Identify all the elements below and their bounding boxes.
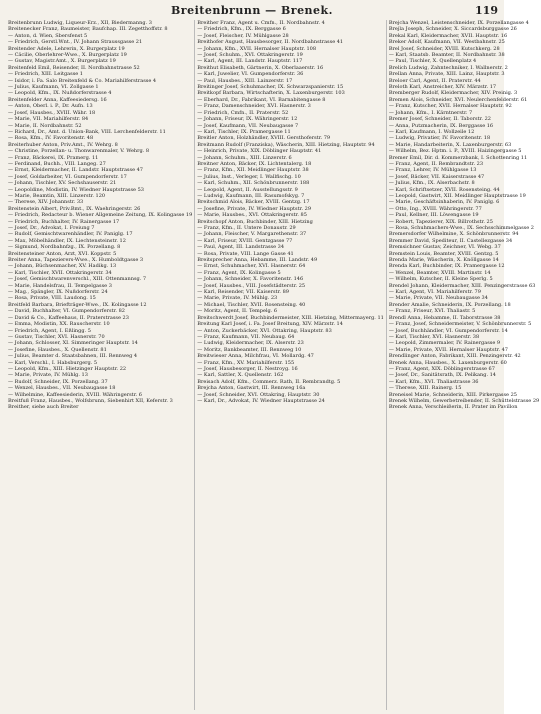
directory-entry: — Friedrich, Kfm., IX. Berggasse 6: [197, 26, 286, 33]
page-title: Breitenbrunn — Brenek.: [170, 4, 334, 17]
directory-entry: Breitender Adele, Lehrerin, X. Burgerplatz 19: [8, 45, 125, 52]
directory-entry: — Josef, Hausbes., XVIII. Währ. 18: [8, 109, 96, 116]
directory-entry: Bremer Emil, Dir. d. Kommerzbank, I. Schottenring 11: [388, 154, 528, 161]
directory-entry: — Anton, Oberl. i. P., Dr. Aufn. 13: [8, 103, 93, 110]
directory-entry: Breisach Adolf, Kfm., Commerz. Rath, II. Rembrandtg. 5: [197, 378, 341, 385]
directory-entry: — Marie, Beamtin, XIII. Linzerstr. 120: [8, 192, 106, 199]
directory-entry: — Josef, Dr., Sanitätsrath, IX. Pelikang. 14: [388, 372, 496, 379]
directory-entry: Breitschmid Alois, Bäcker, XVIII. Gentzg. 17: [197, 199, 310, 206]
directory-entry: — Josef, Fleischer, IV. Mühlgasse 28: [197, 32, 289, 39]
directory-entry: — Karl, Juwelier, VI. Gumpendorferstr. 36: [197, 71, 304, 78]
directory-entry: — Franz, Kfm., XII. Meidlinger Hauptstr. 38: [197, 167, 309, 174]
directory-entry: — Johann, Schuhm., XIII. Linzerstr. 6: [197, 154, 292, 161]
directory-entry: — Johann, Büchsenmacher, XV. Hadikg. 13: [8, 263, 117, 270]
directory-entry: — Friedrich, Agent, I. Eßlingg. 5: [8, 327, 91, 334]
directory-entry: — Otto, Ing., XVIII. Währingerstr. 77: [388, 205, 482, 212]
directory-entry: — Gustav, Magistr.Amt., X. Burgerplatz 19: [8, 58, 116, 65]
directory-entry: — Marie, Private, VII. Neubaugasse 34: [388, 295, 488, 302]
directory-entry: — Josef, Hausbes., VIII. Josefstädterstr. 25: [197, 282, 306, 289]
directory-entry: — Marie, Handarbeiterin, X. Laxenburgerstr. 63: [388, 141, 512, 148]
directory-entry: — Johann, Tischler, XV. Sechshauserstr. 21: [8, 180, 117, 187]
directory-entry: Breitenstein Albert, Priv.Bmt., IX. Waehringerstr. 26: [8, 205, 141, 212]
column-1: [6, 20, 194, 710]
directory-entry: — Karl, Tischler, XVII. Ottakringerstr. 34: [8, 269, 112, 276]
directory-entry: Breitfeld Barbara, Briefträger-Wwe., IX. Kolingasse 12: [8, 301, 147, 308]
directory-entry: Brendlinger Anton, Fabrikant, XIII. Penzingerstr. 42: [388, 353, 521, 360]
directory-entry: Breneisel Marie, Schneiderin, XIII. Pirkergasse 25: [388, 391, 517, 398]
directory-entry: — Julius, Kfm., IX. Alserbachstr. 8: [388, 180, 475, 187]
directory-entry: — Josef, Schneider, XVI. Ottakring, Hauptstr. 30: [197, 391, 320, 398]
directory-entry: — Karl, Kaufmann, I. Wollzeile 12: [388, 128, 475, 135]
directory-entry: — Franz, Kfm., II. Untere Donaustr. 29: [197, 225, 296, 231]
page-header: [6, 4, 498, 18]
directory-entry: — Paul, Tischler, X. Quellenplatz 4: [388, 58, 477, 65]
directory-entry: — Rosa, Kfm., IV. Favoritenstr. 48: [8, 135, 94, 142]
directory-entry: — Michael, Tischler, XVII. Rosensteing. 40: [197, 301, 306, 308]
directory-entry: — Johann, Kfm., I. Kärntnerstr. 7: [388, 109, 473, 116]
directory-entry: Bremberger Rudolf, Kleidermacher, XIV. Preinig. 3: [388, 90, 518, 97]
directory-entry: — Ludwig, Kleidermacher, IX. Alserstr. 23: [197, 340, 304, 347]
directory-entry: — Karl, Sattler, X. Quellenstr. 162: [197, 372, 284, 379]
directory-entry: — Josef, Dr., Advokat, I. Freiung 7: [8, 225, 95, 231]
directory-entry: — Rudolf, Gemischtwarenhändler, IV. Paniglg. 17: [8, 231, 133, 238]
directory-entry: — Josef, Bäcker, VII. Kaiserstrasse 47: [388, 173, 485, 180]
directory-entry: Breither, siehe auch Breiter: [8, 404, 79, 411]
directory-entry: — Wilhelm, Bez. Hptm. i. P., XVIII. Haizingergasse 5: [388, 148, 522, 155]
page-number: 119: [475, 4, 498, 17]
directory-entry: — Paul, Kellner, III. Löwengasse 19: [388, 212, 479, 219]
directory-entry: — Johann, Schlosser, XI. Simmeringer Hauptstr. 14: [8, 340, 138, 347]
directory-entry: — Marie, Private, IV. Mühlg. 23: [197, 295, 278, 302]
column-2: [194, 20, 386, 710]
directory-entry: — Cäcilie, Oberlehrer-Wwe., X. Burgerplatz 19: [8, 52, 127, 59]
directory-entry: — Friedrich, Redacteur b. Wiener Allgemeine Zeitung, IX. Kolingasse 19: [8, 212, 193, 219]
directory-entry: Brejcha Wenzel, Leistenschneider, IX. Porzellangasse 4: [388, 20, 529, 26]
directory-entry: — Emma, Modistin, XX. Rauscherstr. 10: [8, 321, 110, 328]
directory-entry: — Rosa, Private, VIII. Laudong. 15: [8, 295, 96, 302]
directory-entry: — Franz, Kfm., XV. Mariahilferstr. 155: [197, 359, 295, 366]
directory-entry: — Gustav, Tischler, XVI. Hasnerstr. 70: [8, 333, 105, 340]
directory-entry: Breitensteiner Anton, Arzt, XVI. Koppstr. 5: [8, 250, 117, 257]
directory-entry: Breitschopf Anton, Buchbinder, XIII. Hietzing: [197, 218, 313, 225]
directory-entry: — Johann, Friseur, IX. Währingerstr. 12: [197, 116, 298, 123]
directory-entry: Breloer Carl, Agent, II. Praterstr. 44: [388, 77, 481, 84]
directory-entry: — Friedrich, Gerstl.Wnt., IV. Johann Straussgasse 21: [8, 39, 143, 46]
directory-entry: — Johann, Schneider, X. Favoritenstr. 146: [197, 276, 304, 283]
directory-entry: — Karl, Agent, III. Landstr. Hauptstr. 117: [197, 58, 303, 65]
directory-entry: Brellan Anna, Private, XIII. Lainz, Hauptstr. 3: [388, 71, 505, 78]
directory-entry: — Karl, Verschl., I. Habsburgerg. 5: [8, 359, 98, 366]
directory-entry: — Wilhelm, Kutscher, II. Kleine Sperlg. 5: [388, 276, 493, 283]
directory-entry: — Rosa, Private, VIII. Lange Gasse 41: [197, 250, 294, 257]
directory-entry: Breitner Anton, Bäcker, IX. Lichtentalerg. 18: [197, 160, 312, 167]
directory-entry: — Karl, Staatsb. Beamter, II. Nordbahnstr. 38: [388, 52, 505, 59]
directory-entry: Bremer Josef, Schneider, II. Taborstr. 22: [388, 116, 491, 123]
directory-entry: — Ernst, Schuhmacher, XVI. Hasnerstr. 64: [197, 263, 306, 270]
column-3: [386, 20, 541, 710]
directory-entry: — Christine, Porzellan- u. Thonwarenmaler, V. Wehrg. 8: [8, 148, 150, 155]
directory-entry: Brendl Anna, Hebamme, II. Taborstrasse 38: [388, 314, 501, 321]
directory-entry: — Mag., Spängler, IX. Nußdorferstr. 24: [8, 289, 108, 296]
directory-entry: — Marie, Handelsfrau, II. Tempelgasse 3: [8, 282, 112, 289]
directory-entry: — Leopold, Kfm., IX. Nußdorferstrasse 4: [8, 90, 112, 97]
directory-entry: — Moritz, Bankbeamter, III. Rennweg 10: [197, 346, 302, 353]
directory-entry: — Paul, Hausbes., XIII. Lainzerstr. 17: [197, 77, 293, 84]
directory-entry: — Wenzel, Hausbes., VII. Neubaugasse 18: [8, 385, 116, 392]
directory-entry: — Wenzel, Beamter, XVIII. Martinstr. 14: [388, 269, 491, 276]
directory-entry: — Josef, Kaufmann, VII. Neubaugasse 7: [197, 122, 299, 129]
directory-entry: — Franz, Josef, Schneidermeister, V. Schönbrunnerstr. 5: [388, 321, 532, 328]
directory-entry: Breiter Anna, Tapezierers-Wwe., X. Humboldtgasse 3: [8, 257, 144, 264]
directory-entry: — Karl, Dr., Advokat, IV. Wiedner Hauptstrasse 24: [197, 397, 325, 404]
directory-entry: Breitschwerdt Josef, Buchbindermeister, XIII. Hietzing, Mittermayerg. 11: [197, 314, 384, 321]
directory-entry: Bremmer David, Spediteur, II. Castellezgasse 34: [388, 237, 513, 244]
directory-entry: Breitmann Rudolf (Franziska), Wäscherin, XIII. Hietzing, Hauptstr. 94: [197, 141, 375, 148]
directory-entry: — Josefine, Private, IV. Wiedner Hauptstr. 29: [197, 205, 312, 212]
directory-entry: Breitenfelder Anna, Kaffeesiedersg. 16: [8, 96, 107, 103]
directory-entry: — Rudolf, Schneider, IX. Porzellang. 37: [8, 378, 108, 385]
directory-entry: Breitwieser Anna, Milchfrau, VI. Mollardg. 47: [197, 353, 314, 360]
directory-entry: — Leopold, Gastwirt, XII. Meidlinger Hauptstrasse 19: [388, 192, 526, 199]
directory-entry: — Karl, Schuhm., XII. Schönbrunnerstr. 188: [197, 180, 310, 187]
directory-entry: — Max, Möbelhändler, IX. Liechtensteinstr. 12: [8, 237, 126, 244]
directory-entry: — Paul, Agent, III. Landstrasse 34: [197, 244, 284, 251]
directory-entry: Brender Amalie, Schneiderin, IX. Porzellang. 18: [388, 301, 511, 308]
directory-entry: — Leopold, Zimmermaler, IV. Rainergasse 9: [388, 340, 501, 347]
directory-entry: Brejcha Anton, Gastwirt, III. Rennweg 16a: [197, 385, 306, 392]
directory-entry: Breker Adolf, Kaufmann, VII. Westbahnstr. 25: [388, 39, 505, 46]
directory-entry: — Karl, Agent, VI. Mariahilferstr. 79: [388, 289, 481, 296]
directory-entry: — Eberhard, Dr., Fabrikant, VI. Barnabitengasse 8: [197, 96, 326, 103]
directory-entry: — Franz, Bäckerei, IX. Pramerg. 11: [8, 154, 99, 161]
directory-entry: — Therese, XIV. Johannstr. 33: [8, 199, 84, 206]
directory-entry: — Moritz, Agent, II. Tempelg. 6: [197, 308, 278, 315]
directory-entry: — Rosa, Schuhmachers-Wwe., IX. Sechsschimmelgasse 2: [388, 225, 534, 231]
directory-entry: Breitung Karl Josef, i. Fa. Josef Breitung, XIV. Märzstr. 14: [197, 321, 343, 328]
directory-entry: Brenek Wilhelm, Gewerbetreibender, II. Schüttelstrasse 29: [388, 397, 540, 404]
directory-entry: Bremstein Louis, Beamter, XVIII. Gentzg. 5: [388, 250, 499, 257]
directory-entry: Brenek Anna, Hausbes., X. Laxenburgerstr. 60: [388, 359, 507, 366]
directory-entry: Bremen Alois, Schneider, XVI. Neulerchenfelderstr. 61: [388, 96, 528, 103]
directory-entry: Bremersdorfer Wilhelmine, X. Schönbrunnerstr. 94: [388, 231, 519, 238]
directory-entry: Breitfuß Franz, Hausbes., Wolfsbrunn, Siebenhirt XII, Keferstr. 3: [8, 397, 173, 404]
directory-entry: Breithofer August, Hausbesorger, II. Nordbahnstrasse 41: [197, 39, 344, 46]
directory-entry: Breitenfeld Emil, Reisender, II. Nordbahnstrasse 52: [8, 64, 140, 71]
directory-entry: — Karl, Friseur, XVIII. Gentzgasse 77: [197, 237, 293, 244]
directory-entry: Breloth Karl, Anstreicher, XIV. Märzstr. 17: [388, 84, 497, 91]
directory-entry: — Richard, Dr., Amt. d. Union-Bank, VIII. Lerchenfelderstr. 11: [8, 128, 166, 135]
directory-entry: — Marie, Private, XVII. Hernalser Hauptstr. 47: [388, 346, 508, 353]
directory-entry: — Friedrich, Buchhalter, IV. Rainergasse 17: [8, 218, 120, 225]
directory-entry: — Josef, Buchhändler, VI. Gumpendorferstr. 14: [388, 327, 508, 334]
directory-entry: — Ludwig, Kaufmann, III. Rasumofskyg. 7: [197, 192, 305, 199]
directory-entry: — David, Buchhalter, VI. Gumpendorferstr. 82: [8, 308, 125, 315]
directory-entry: — Josef, Hausbesorger, II. Nestroyg. 16: [197, 365, 298, 372]
directory-entry: — Leopold, Agent, II. Ausstellungsstr. 9: [197, 186, 298, 193]
directory-entry: Brekal Karl, Kleidermacher, XVII. Hauptstr. 16: [388, 32, 508, 39]
directory-entry: — Robert, Tapezierer, XIX. Billrothstr. 25: [388, 218, 493, 225]
directory-entry: Breitenbrunn Ludwig, Liqueur-Erz., XII, Biedermanng. 3: [8, 20, 152, 26]
directory-entry: — Friedrich, XIII. Leitgasse 1: [8, 71, 83, 78]
directory-entry: Brelich Ludwig, Zahntechniker, I. Wallnerstr. 2: [388, 64, 508, 71]
directory-entry: — Julius, Beamter d. Staatsbahnen, III. Rennweg 4: [8, 353, 138, 360]
directory-entry: — Marie, Hausbes., XVI. Ottakringerstr. 85: [197, 212, 307, 219]
directory-entry: — Isidor, i. Fa. Salo Breitenfeld & Co. Mariahilferstrasse 4: [8, 77, 157, 84]
directory-entry: — Franz, Kaufmann, VII. Neubaug. 64: [197, 333, 295, 340]
directory-entry: — Franz, Kutscher, XVII. Hernalser Hauptstr. 92: [388, 103, 512, 110]
directory-entry: — Marie, Private, IV. Mühlg. 13: [8, 372, 88, 379]
directory-entry: — Johann, Kfm., XVII. Hernalser Hauptstr. 108: [197, 45, 317, 52]
directory-entry: — Josef, Goldarbeiter, VI. Gumpendorferstr. 17: [8, 173, 127, 180]
directory-entry: Brenek Anna, Verschleißerin, II. Prater im Pavillon: [388, 404, 518, 411]
directory-entry: Breiterhuber Anton, Priv.Amt., IV. Wehrg. 8: [8, 141, 118, 148]
directory-entry: — Karl, Reisender, VII. Kaiserstr. 89: [197, 289, 289, 296]
directory-entry: — Franz, Agent, IX. Kolingasse 5: [197, 269, 281, 276]
directory-entry: Breitenecker Franz, Baumeister, Baufchap. III. Zegetthoffstr. 8: [8, 26, 168, 33]
directory-entry: — Karl, Tischler, IX. Pramergasse 11: [197, 128, 291, 135]
directory-entry: — Josef, Gemischtwarenverschl., XIII. Ottenmannsg. 7: [8, 276, 147, 283]
directory-entry: — Anna, Putzmacherin, IX. Berggasse 16: [388, 122, 494, 129]
directory-entry: — Karl, Schriftsetzer, XVII. Rosensteing. 44: [388, 186, 500, 193]
directory-entry: — Julius, Inst., Verleger, I. Wallfischg. 10: [197, 173, 301, 180]
directory-entry: Breithut Elisabeth, Gärtnerin, X. Oberlaaerstr. 16: [197, 64, 324, 71]
directory-entry: Brejla Joseph, Schneider, X. Siccardsburggasse 26: [388, 26, 517, 33]
directory-entry: — Anton, d. Wien, Sbersfenst 5: [8, 32, 88, 39]
directory-entry: — Marie, VII. Mariahilferstr. 84: [8, 116, 89, 123]
directory-entry: — Franz, Agent, II. Rembrandtstr. 23: [388, 160, 484, 167]
directory-entry: — Leopoldine, Modistin, IV. Wiedner Hauptstrasse 53: [8, 186, 144, 193]
columns: [6, 20, 540, 710]
directory-entry: — Franz, Agent, XIX. Döblingerstrasse 67: [388, 365, 495, 372]
directory-entry: — Anton, Zuckerbäcker, XVI. Ottakring, Hauptstr. 83: [197, 327, 332, 334]
directory-entry: Brenda Marie, Wäscherin, X. Knöllgasse 14: [388, 257, 499, 264]
directory-entry: Breitinger Josef, Schuhmacher, IX. Schwarzspanierstr. 15: [197, 84, 344, 91]
directory-entry: — Marie, II. Nordbahnstr. 52: [8, 122, 82, 129]
directory-entry: Brel Josef, Schneider, XVIII. Kutschkerg. 28: [388, 45, 500, 52]
directory-entry: — Wilhelmine, Kaffeesiederin, XVIII. Währingerstr. 6: [8, 391, 142, 398]
directory-entry: — Karl, Tischler, XVI. Hasnerstr. 38: [388, 333, 480, 340]
directory-entry: — Julius, Kaufmann, VI. Zollgasse 1: [8, 84, 99, 91]
directory-entry: — Sigmund, Nordbahnfzg., IX. Porzellang. 8: [8, 244, 121, 251]
directory-entry: — David & Co., Kaffeehaus, II. Praterstrasse 23: [8, 314, 129, 321]
directory-entry: — Heinrich, Private, XIX. Döblinger Hauptstr. 41: [197, 148, 322, 155]
directory-entry: Bremsichner Gustav, Zeichner, VI. Webg. 37: [388, 244, 501, 251]
directory-entry: Breither Franz, Agent u. Cmfn., II. Nordbahnstr. 4: [197, 20, 325, 26]
directory-entry: — Ferdinand, Buchh., VIII. Langeg. 27: [8, 160, 106, 167]
directory-entry: Breitkopf Barbara, Wirtschafterin, X. Laxenburgerstr. 103: [197, 90, 345, 97]
directory-entry: — Marie, Geschäftsinhaberin, IV. Paniglg. 6: [388, 199, 500, 206]
directory-entry: — Franz, Damenschneider, XVI. Hasnerstr. 3: [197, 103, 311, 110]
directory-entry: — Franz, Friseur, XVI. Thaliastr. 5: [388, 308, 476, 315]
directory-entry: — Leopold, Kfm., XIII. Hietzinger Hauptstr. 22: [8, 365, 127, 372]
directory-entry: — Franz, Lehrer, IV. Mühlgasse 13: [388, 167, 477, 174]
directory-entry: — Josef, Schuhm., XVI. Ottakringerstr. 19: [197, 52, 303, 59]
directory-entry: — Friedrich, Cmfn., II. Praterstr. 52: [197, 109, 289, 116]
directory-entry: Breitler Anton, Holzhändler, XVIII. Gersthoferstr. 79: [197, 135, 331, 142]
directory-entry: Brendel Johann, Kleidermacher, XIII. Penzingerstrasse 63: [388, 282, 536, 289]
directory-entry: — Ernst, Kleidermacher, II. Landstr. Hauptstrasse 47: [8, 167, 143, 174]
directory-entry: — Therese, XIII. Rainerg. 15: [388, 385, 462, 392]
directory-entry: Breitsprecher Anna, Hebamme, III. Landstr. 49: [197, 257, 318, 264]
directory-entry: — Ludwig, Privatier, IV. Favoritenstr. 18: [388, 135, 491, 142]
directory-entry: Brenda Karl, Buchbinder, IX. Pramergasse 12: [388, 263, 505, 270]
directory-entry: — Karl, Kfm., XVI. Thaliastrasse 36: [388, 378, 479, 385]
directory-entry: — Josefine, Hausbes., X. Quellenstr. 81: [8, 346, 107, 353]
directory-entry: — Johann, Fleischer, V. Margarethenstr. 37: [197, 231, 307, 238]
